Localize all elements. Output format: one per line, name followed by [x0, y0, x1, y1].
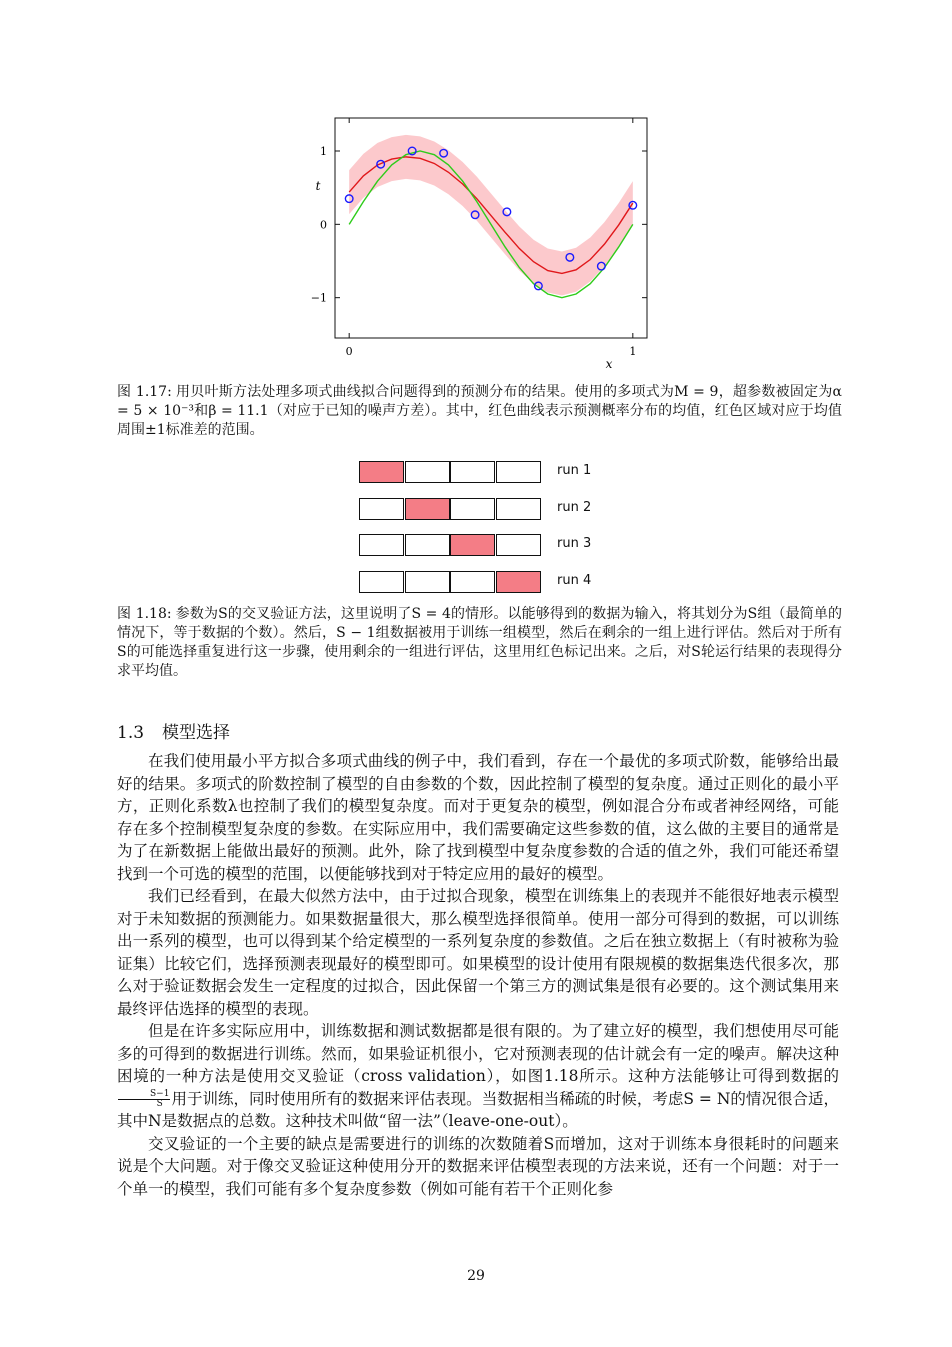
- training-fold-cell: [450, 461, 495, 483]
- training-fold-cell: [450, 571, 495, 593]
- paragraph-3-part-b: 用于训练，同时使用所有的数据来评估表现。当数据相当稀疏的时候，考虑S = N的情况很合适，其中N是数据点的总数。这种技术叫做“留一法”（leave-one-out）。: [117, 1089, 839, 1130]
- body-text: [117, 750, 839, 1200]
- paragraph-4: 交叉验证的一个主要的缺点是需要进行的训练的次数随着S而增加，这对于训练本身很耗时的问题来说是个大问题。对于像交叉验证这种使用分开的数据来评估模型表现的方法来说，还有一个问题：对于一个单一的模型，我们可能有多个复杂度参数（例如可能有若干个正则化参: [117, 1134, 839, 1198]
- caption-text: 参数为S的交叉验证方法，这里说明了S = 4的情形。以能够得到的数据为输入，将其划分为S组（最简单的情况下，等于数据的个数）。然后，S − 1组数据被用于训练一组模型，然后在剩余的一组上进行评估。然后对于所有S的可能选择重复进行这一步骤，使用剩余的一组进行评估，这里用红色标记出来。之后，对S轮运行结果的表现得分求平均值。: [117, 606, 842, 679]
- figure-1-17-caption: [117, 383, 842, 440]
- training-fold-cell: [496, 534, 541, 556]
- figure-1-17-chart: [300, 110, 660, 370]
- x-tick-label: 0: [345, 345, 353, 358]
- validation-fold-cell: [450, 534, 495, 556]
- fraction: [118, 1090, 170, 1109]
- section-number: 1.3: [117, 723, 145, 743]
- training-fold-cell: [359, 498, 404, 520]
- y-axis-label: t: [315, 179, 321, 193]
- training-fold-cell: [359, 571, 404, 593]
- paragraph-3: [117, 1020, 839, 1133]
- section-title: 模型选择: [162, 723, 231, 743]
- fraction-numerator: S−1: [118, 1090, 170, 1100]
- training-fold-cell: [405, 571, 450, 593]
- run-label: run 3: [557, 536, 592, 551]
- paragraph-1: 在我们使用最小平方拟合多项式曲线的例子中，我们看到，存在一个最优的多项式阶数，能够给出最好的结果。多项式的阶数控制了模型的自由参数的个数，因此控制了模型的复杂度。通过正则化的最小平方，正则化系数λ也控制了我们的模型复杂度。而对于更复杂的模型，例如混合分布或者神经网络，可能存在多个控制模型复杂度的参数。在实际应用中，我们需要确定这些参数的值，这么做的主要目的通常是为了在新数据上能做出最好的预测。此外，除了找到模型中复杂度参数的合适的值之外，我们可能还希望找到一个可选的模型的范围，以便能够找到对于特定应用的最好的模型。: [117, 752, 839, 883]
- training-fold-cell: [405, 534, 450, 556]
- page-number: 29: [467, 1268, 485, 1284]
- x-axis-label: x: [605, 357, 613, 370]
- run-label: run 1: [557, 463, 592, 478]
- fraction-denominator: S: [156, 1099, 163, 1109]
- x-tick-label: 1: [629, 345, 637, 358]
- training-fold-cell: [496, 498, 541, 520]
- training-fold-cell: [496, 461, 541, 483]
- caption-text: 用贝叶斯方法处理多项式曲线拟合问题得到的预测分布的结果。使用的多项式为M = 9，超参数被固定为α = 5 × 10⁻³和β = 11.1（对应于已知的噪声方差）。其中，红色曲线表示预测概率分布的均值，红色区域对应于均值周围±1标准差的范围。: [117, 384, 843, 438]
- section-heading: [117, 718, 248, 743]
- y-tick-label: −1: [310, 291, 327, 305]
- caption-label: 图 1.18:: [117, 606, 172, 622]
- figure-1-18-cross-validation-diagram: [330, 455, 630, 600]
- validation-fold-cell: [496, 571, 541, 593]
- y-tick-label: 1: [320, 145, 327, 158]
- training-fold-cell: [405, 461, 450, 483]
- figure-1-18-caption: [117, 605, 842, 681]
- training-fold-cell: [359, 534, 404, 556]
- validation-fold-cell: [405, 498, 450, 520]
- run-label: run 2: [557, 499, 592, 515]
- validation-fold-cell: [359, 461, 404, 483]
- paragraph-2: 我们已经看到，在最大似然方法中，由于过拟合现象，模型在训练集上的表现并不能很好地表示模型对于未知数据的预测能力。如果数据量很大，那么模型选择很简单。使用一部分可得到的数据，可以训练出一系列的模型，也可以得到某个给定模型的一系列复杂度的参数值。之后在独立数据上（有时被称为验证集）比较它们，选择预测表现最好的模型即可。如果模型的设计使用有限规模的数据集迭代很多次，那么对于验证数据会发生一定程度的过拟合，因此保留一个第三方的测试集是很有必要的。这个测试集用来最终评估选择的模型的表现。: [117, 887, 839, 1018]
- y-tick-label: 0: [320, 218, 327, 232]
- caption-label: 图 1.17:: [117, 384, 172, 400]
- paragraph-3-part-a: 但是在许多实际应用中，训练数据和测试数据都是很有限的。为了建立好的模型，我们想使用尽可能多的可得到的数据进行训练。然而，如果验证机很小，它对预测表现的估计就会有一定的噪声。解决这种困境的一种方法是使用交叉验证（cross validation），如图1.18所示。这种方法能够让可得到数据的: [117, 1022, 839, 1085]
- run-label: run 4: [557, 572, 592, 588]
- training-fold-cell: [450, 498, 495, 520]
